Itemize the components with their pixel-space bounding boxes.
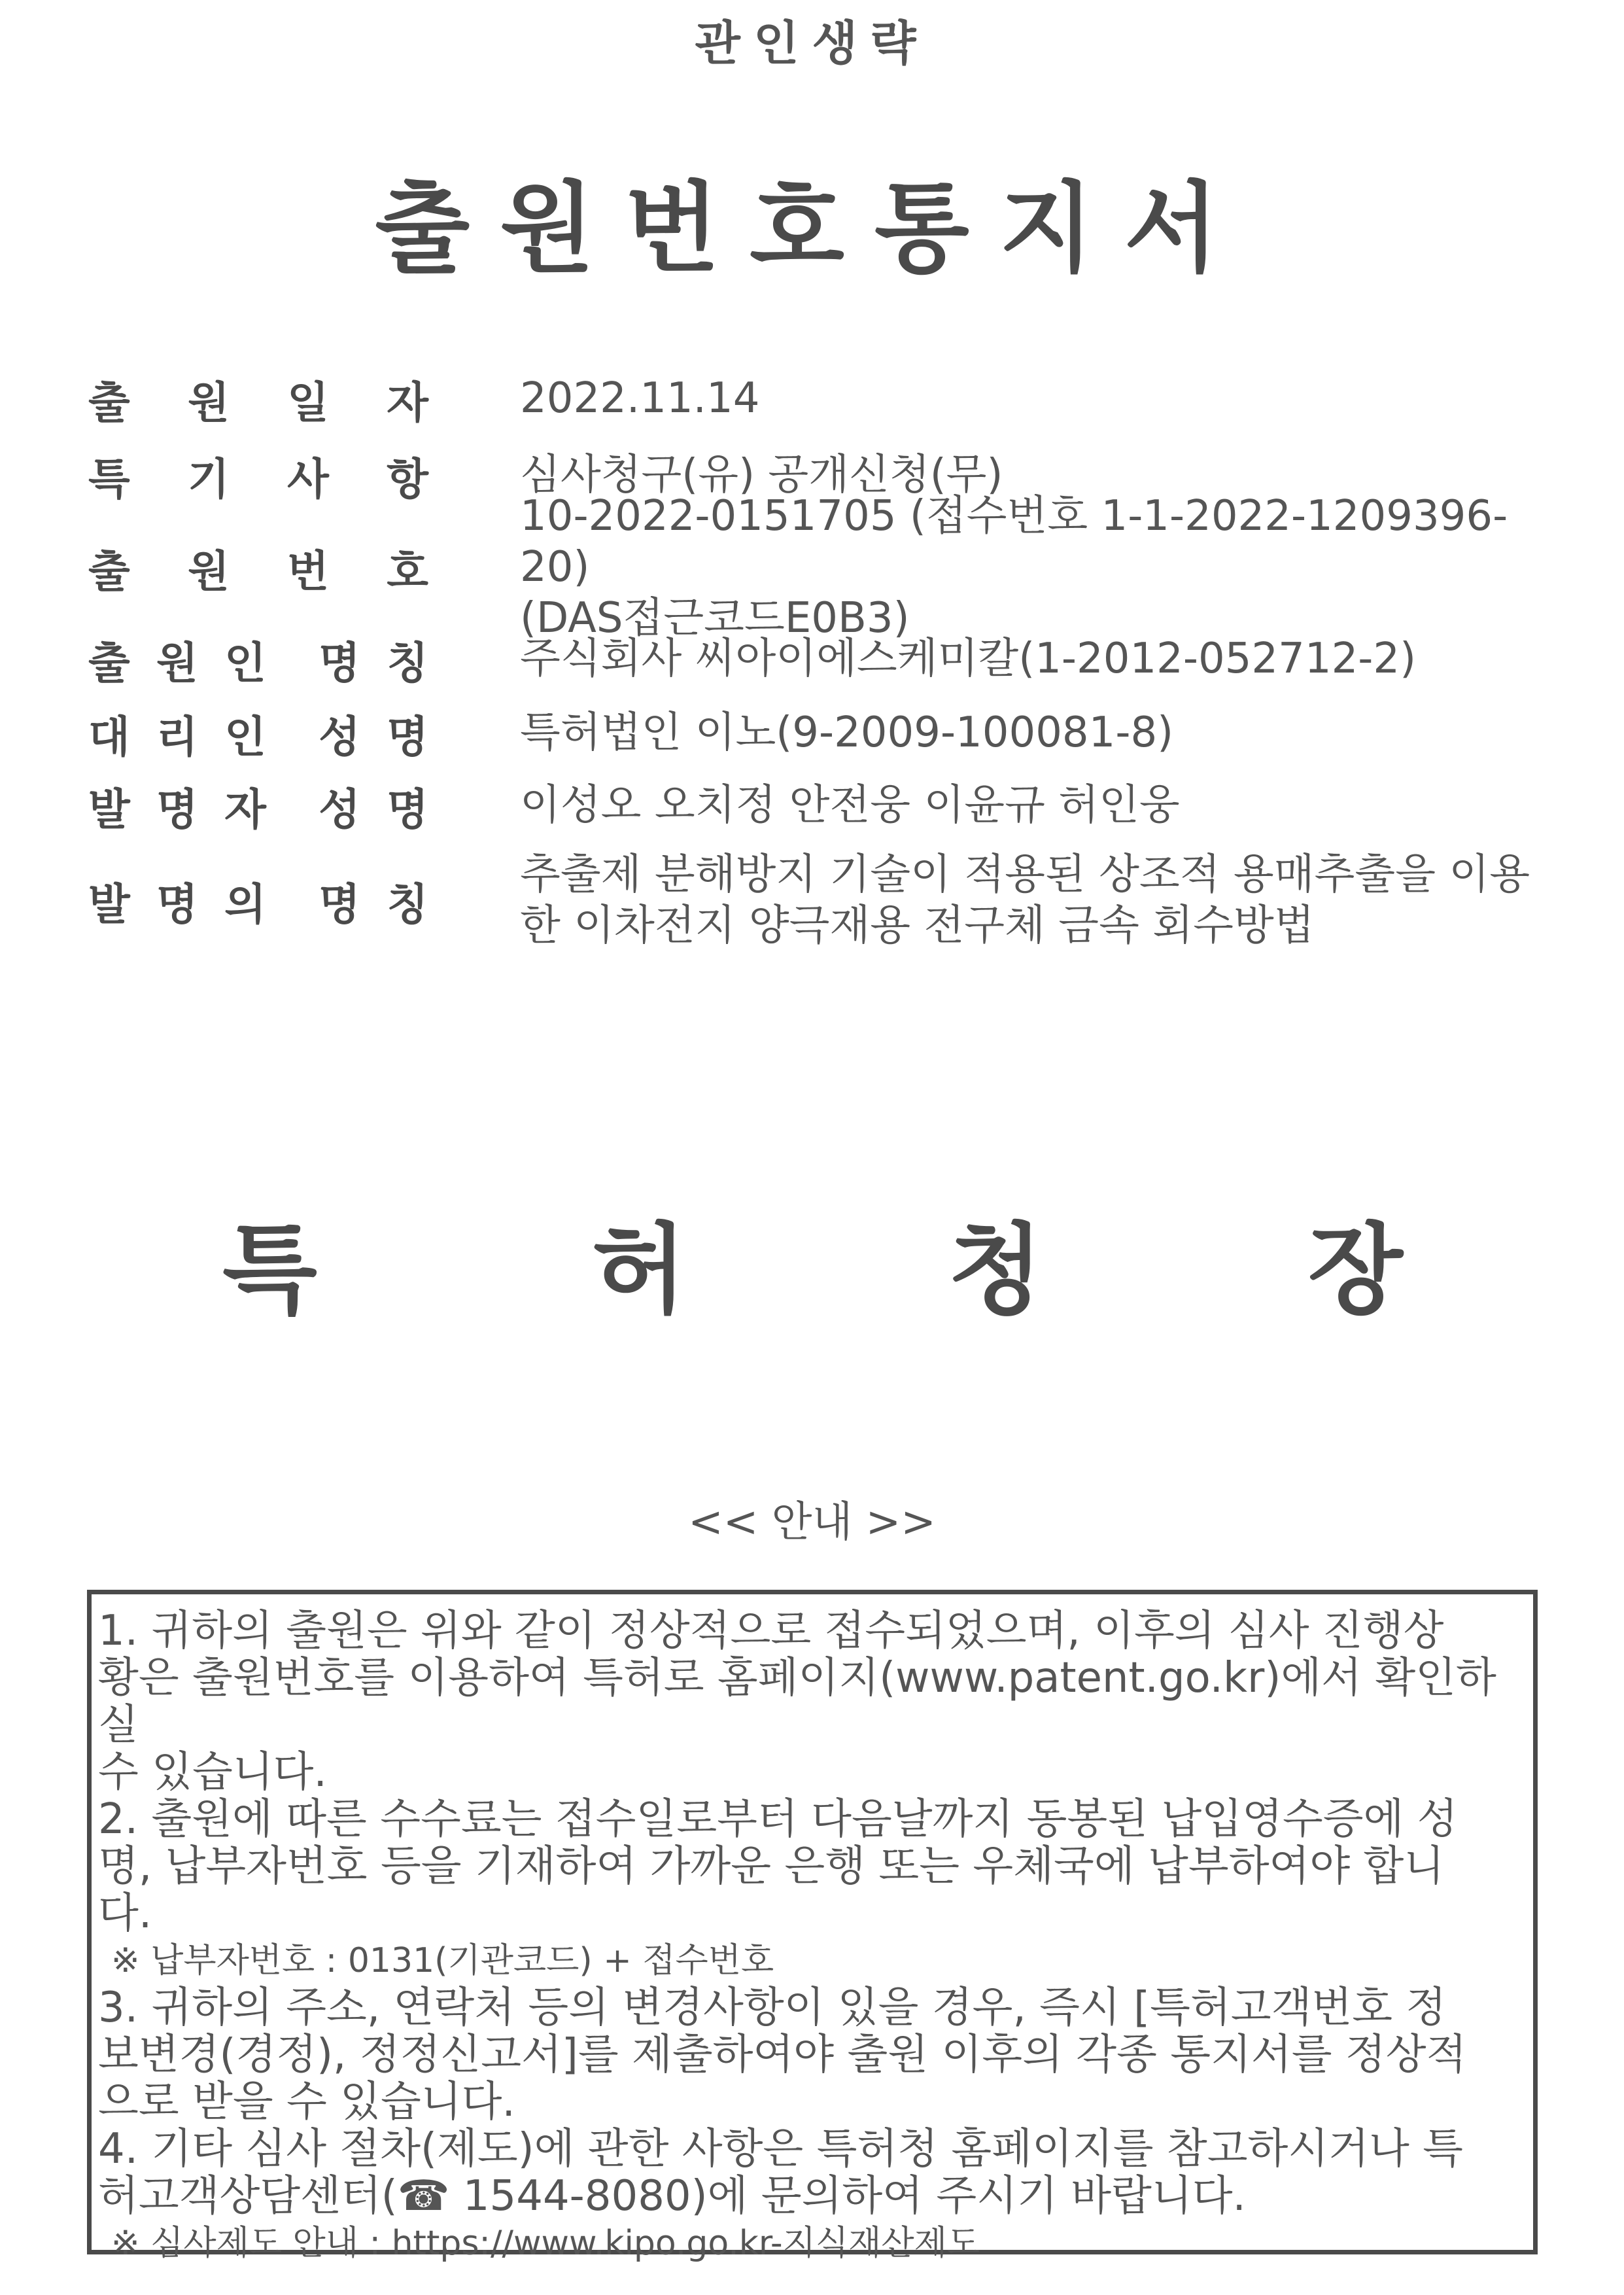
- field-invention-title: [88, 841, 1560, 959]
- application-fields: [88, 360, 1560, 959]
- commissioner-char: 특: [222, 1214, 317, 1327]
- guide-line: 3. 귀하의 주소, 연락처 등의 변경사항이 있을 경우, 즉시 [특허고객번호 정: [98, 1984, 1447, 2032]
- payment-number-note: ※ 납부자번호 : 0131(기관코드) + 접수번호: [111, 1941, 774, 1980]
- guide-line: 허고객상담센터(☎ 1544-8080)에 문의하여 주시기 바랍니다.: [98, 2172, 1246, 2220]
- field-applicant-name: [88, 622, 1560, 696]
- document-title: 출원번호통지서: [375, 172, 1249, 286]
- field-value: 2022.11.14: [520, 374, 760, 423]
- field-label: 발 명 자 성 명: [88, 784, 428, 835]
- field-application-date: [88, 360, 1560, 437]
- field-value: 심사청구(유) 공개신청(무): [520, 451, 1003, 499]
- field-label: 특 기 사 항: [88, 453, 428, 504]
- field-value: 특허법인 이노(9-2009-100081-8): [520, 709, 1174, 757]
- guide-line: 2. 출원에 따른 수수료는 접수일로부터 다음날까지 동봉된 납입영수증에 성: [98, 1795, 1458, 1844]
- commissioner-signature: [0, 1191, 1624, 1327]
- field-value: 주식회사 씨아이에스케미칼(1-2012-052712-2): [520, 635, 1417, 683]
- guide-line: 보변경(경정), 정정신고서]를 제출하여야 출원 이후의 각종 통지서를 정상적: [98, 2031, 1467, 2079]
- field-label: 출 원 번 호: [88, 546, 428, 597]
- guide-line: 1. 귀하의 출원은 위와 같이 정상적으로 접수되었으며, 이후의 심사 진행상: [98, 1607, 1444, 1655]
- field-label: 대 리 인 성 명: [88, 711, 428, 762]
- guide-title: << 안내 >>: [688, 1498, 936, 1547]
- guide-line: 으로 받을 수 있습니다.: [98, 2078, 515, 2126]
- commissioner-char: 장: [1308, 1214, 1403, 1327]
- seal-omitted-note: 관인생략: [695, 16, 929, 71]
- field-value: 10-2022-0151705 (접수번호 1-1-2022-1209396-20) (DAS접근코드E0B3): [520, 492, 1508, 642]
- commissioner-char: 허: [592, 1214, 687, 1327]
- field-label: 출 원 인 명 칭: [88, 637, 428, 688]
- guide-line: 다.: [98, 1889, 152, 1938]
- exam-system-link[interactable]: ※ 심사제도 안내 : https://www.kipo.go.kr-지식재산제도: [111, 2224, 980, 2263]
- guide-line: 수 있습니다.: [98, 1748, 327, 1796]
- guide-line: 명, 납부자번호 등을 기재하여 가까운 은행 또는 우체국에 납부하여야 합니: [98, 1842, 1445, 1891]
- guide-line: 4. 기타 심사 절차(제도)에 관한 사항은 특허청 홈페이지를 참고하시거나 특: [98, 2125, 1463, 2173]
- field-label: 발 명 의 명 칭: [88, 879, 428, 930]
- field-label: 출 원 일 자: [88, 377, 428, 428]
- field-agent-name: [88, 696, 1560, 769]
- field-value: 이성오 오치정 안전웅 이윤규 허인웅: [520, 781, 1180, 830]
- guide-box: [87, 1590, 1538, 2263]
- commissioner-char: 청: [948, 1214, 1043, 1327]
- field-value: 추출제 분해방지 기술이 적용된 상조적 용매추출을 이용 한 이차전지 양극재용 전구체 금속 회수방법: [520, 850, 1530, 950]
- field-inventor-names: [88, 769, 1560, 841]
- field-application-number: [88, 492, 1560, 642]
- guide-line: 황은 출원번호를 이용하여 특허로 홈페이지(www.patent.go.kr)에서 확인하실: [98, 1654, 1496, 1749]
